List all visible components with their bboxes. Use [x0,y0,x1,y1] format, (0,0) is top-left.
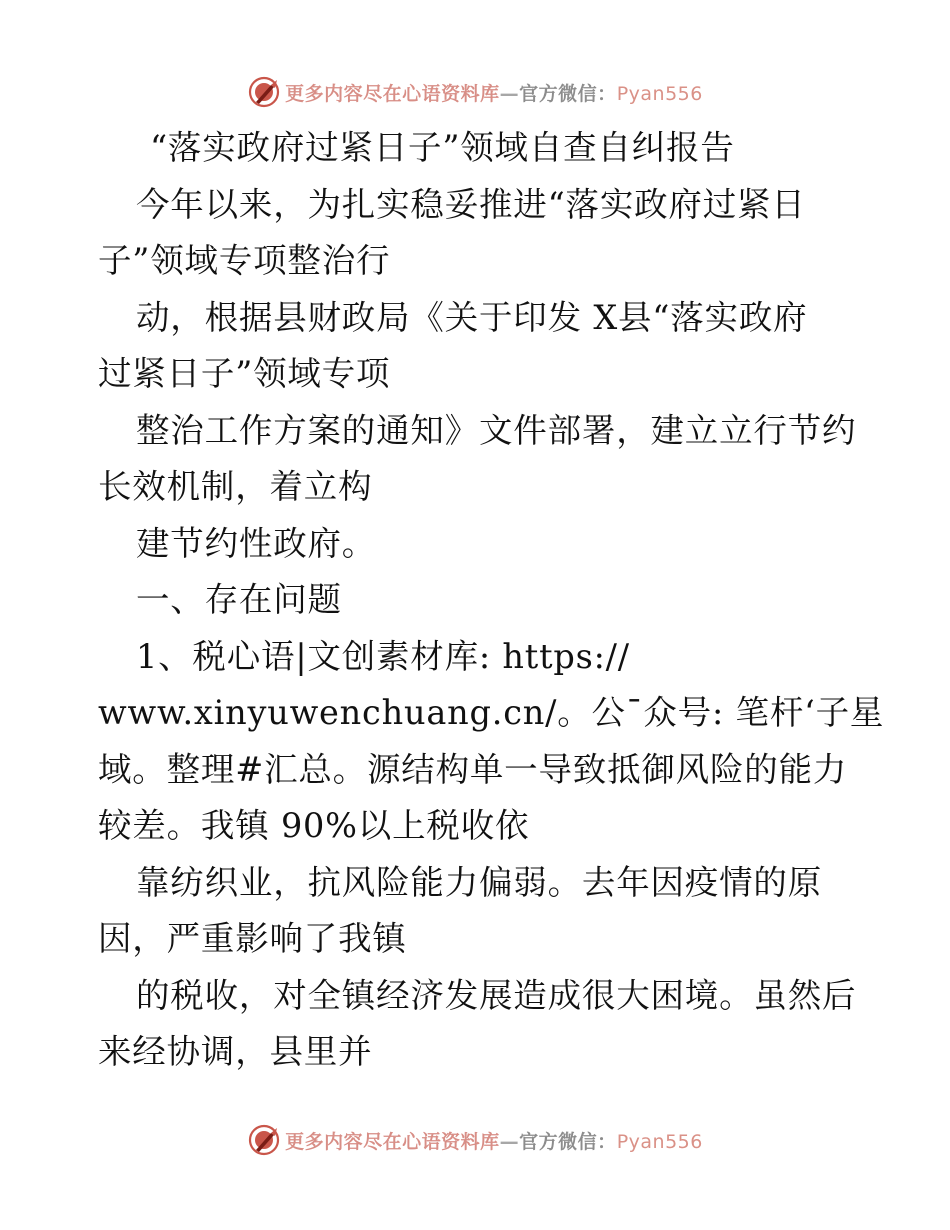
watermark-site: 更多内容尽在心语资料库 [285,1130,500,1153]
watermark-wechat-id: Pyan556 [616,1130,703,1153]
section-heading: 一、存在问题 [136,580,342,619]
watermark-wechat-label: 官方微信： [519,1130,617,1153]
paragraph-line: 整治工作方案的通知》文件部署，建立立行节约 [136,410,857,450]
watermark-banner-bottom [0,1120,950,1160]
watermark-site: 更多内容尽在心语资料库 [285,82,500,105]
document-body [98,120,885,1081]
document-title: “落实政府过紧日子”领域自查自纠报告 [150,128,735,167]
watermark-banner-top [0,72,950,112]
paragraph-line: 动，根据县财政局《关于印发 X县“落实政府 [136,297,808,337]
paragraph-line: 长效机制，着立构 [98,467,373,506]
watermark-dash: — [499,1130,520,1153]
quill-logo-icon [247,1123,281,1157]
paragraph-line: 因，严重影响了我镇 [98,919,407,958]
paragraph-line: 来经协调，县里并 [98,1032,373,1071]
paragraph-line: 今年以来，为扎实稳妥推进“落实政府过紧日 [136,184,806,224]
paragraph-line: 域。整理#汇总。源结构单一导致抵御风险的能力 [98,749,848,789]
watermark-wechat-id: Pyan556 [616,82,703,105]
paragraph-line: 靠纺织业，抗风险能力偏弱。去年因疫情的原 [136,862,822,902]
paragraph-line: 过紧日子”领域专项 [98,354,391,393]
watermark-wechat-label: 官方微信： [519,82,617,105]
paragraph-line: 较差。我镇 90%以上税收依 [98,806,530,845]
watermark-text [285,1127,703,1154]
quill-logo-icon [247,75,281,109]
paragraph-line: 的税收，对全镇经济发展造成很大困境。虽然后 [136,975,857,1015]
watermark-text [285,79,703,106]
paragraph-line: 子”领域专项整治行 [98,241,391,280]
paragraph-line: 1、税心语|文创素材库: https:// [136,636,630,676]
paragraph-line: 建节约性政府。 [136,523,377,563]
paragraph-line: www.xinyuwenchuang.cn/。公¯众号: 笔杆‘子星 [98,693,885,732]
watermark-dash: — [499,82,520,105]
